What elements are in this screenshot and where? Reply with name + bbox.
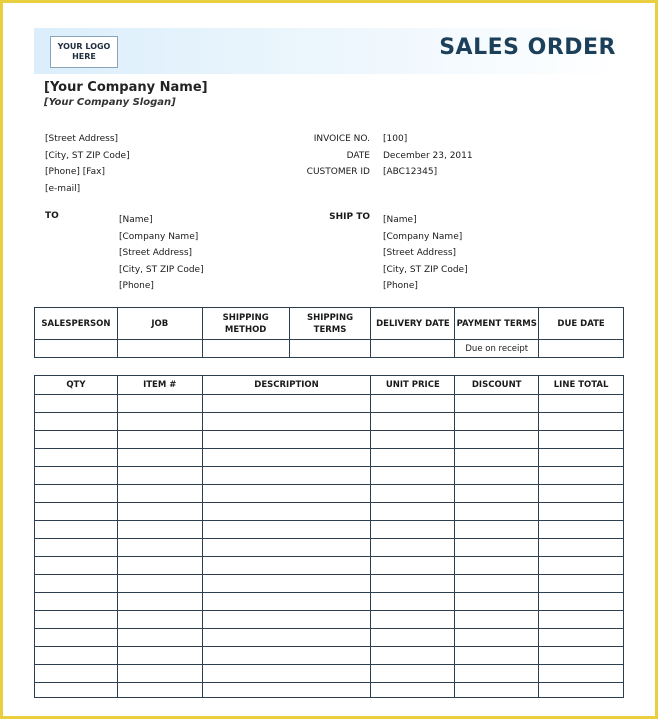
- unit-price-cell[interactable]: [371, 557, 455, 575]
- item-number-cell[interactable]: [117, 683, 202, 698]
- qty-cell[interactable]: [35, 539, 118, 557]
- item-number-cell[interactable]: [117, 485, 202, 503]
- unit-price-cell[interactable]: [371, 413, 455, 431]
- to-label: TO: [45, 211, 59, 221]
- item-number-cell[interactable]: [117, 575, 202, 593]
- qty-cell[interactable]: [35, 665, 118, 683]
- table-row: [35, 611, 624, 629]
- qty-cell[interactable]: [35, 647, 118, 665]
- qty-cell[interactable]: [35, 431, 118, 449]
- discount-cell[interactable]: [455, 485, 539, 503]
- unit-price-cell[interactable]: [371, 431, 455, 449]
- company-slogan: [Your Company Slogan]: [44, 97, 176, 108]
- invoice-no-label: INVOICE NO.: [313, 134, 370, 144]
- salesperson-cell[interactable]: [35, 340, 118, 358]
- ship-to-line[interactable]: [Street Address]: [383, 248, 457, 258]
- unit-price-cell[interactable]: [371, 521, 455, 539]
- table-header-row: [35, 308, 624, 340]
- line-total-cell[interactable]: [539, 683, 624, 698]
- discount-cell[interactable]: [455, 575, 539, 593]
- item-number-cell[interactable]: [117, 539, 202, 557]
- description-cell[interactable]: [202, 395, 371, 413]
- line-total-cell[interactable]: [539, 413, 624, 431]
- description-header: DESCRIPTION: [202, 376, 371, 395]
- date-label: DATE: [346, 150, 370, 161]
- unit-price-cell[interactable]: [371, 611, 455, 629]
- description-cell[interactable]: [202, 557, 371, 575]
- to-address: [119, 212, 204, 295]
- discount-cell[interactable]: [455, 611, 539, 629]
- table-row: [35, 557, 624, 575]
- delivery-date-cell[interactable]: [371, 340, 455, 358]
- description-cell[interactable]: [202, 629, 371, 647]
- line-items-table: [34, 375, 624, 698]
- item-number-cell[interactable]: [117, 431, 202, 449]
- discount-cell[interactable]: [455, 503, 539, 521]
- qty-cell[interactable]: [35, 575, 118, 593]
- discount-cell[interactable]: [455, 647, 539, 665]
- table-row: [35, 431, 624, 449]
- qty-cell[interactable]: [35, 521, 118, 539]
- due-date-header: DUE DATE: [539, 308, 624, 340]
- qty-cell[interactable]: [35, 503, 118, 521]
- unit-price-cell[interactable]: [371, 593, 455, 611]
- logo-text: YOUR LOGO HERE: [57, 42, 111, 61]
- line-total-cell[interactable]: [539, 449, 624, 467]
- ship-to-line[interactable]: [Company Name]: [383, 231, 463, 242]
- line-total-cell[interactable]: [539, 503, 624, 521]
- discount-cell[interactable]: [455, 431, 539, 449]
- item-number-cell[interactable]: [117, 395, 202, 413]
- line-total-cell[interactable]: [539, 557, 624, 575]
- qty-cell[interactable]: [35, 485, 118, 503]
- line-total-cell[interactable]: [539, 521, 624, 539]
- discount-cell[interactable]: [455, 665, 539, 683]
- salesperson-header: SALESPERSON: [35, 308, 118, 340]
- unit-price-header: UNIT PRICE: [371, 376, 455, 395]
- table-row: [35, 647, 624, 665]
- to-line[interactable]: [Company Name]: [119, 231, 199, 242]
- description-cell[interactable]: [202, 575, 371, 593]
- to-line[interactable]: [Phone]: [119, 281, 154, 291]
- qty-header: QTY: [35, 376, 118, 395]
- line-total-cell[interactable]: [539, 485, 624, 503]
- item-number-cell[interactable]: [117, 647, 202, 665]
- invoice-no-value[interactable]: [100]: [383, 134, 408, 144]
- delivery-date-header: DELIVERY DATE: [371, 308, 455, 340]
- description-cell[interactable]: [202, 503, 371, 521]
- order-info-table: [34, 307, 624, 358]
- line-total-cell[interactable]: [539, 539, 624, 557]
- table-row: [35, 413, 624, 431]
- table-row: [35, 485, 624, 503]
- address-line: [Street Address]: [45, 134, 119, 144]
- table-row: [35, 629, 624, 647]
- item-number-cell[interactable]: [117, 413, 202, 431]
- ship-to-line[interactable]: [City, ST ZIP Code]: [383, 264, 468, 275]
- payment-terms-header: PAYMENT TERMS: [455, 308, 539, 340]
- company-name: [Your Company Name]: [44, 80, 208, 95]
- to-line[interactable]: [City, ST ZIP Code]: [119, 264, 204, 275]
- company-address: [45, 131, 130, 197]
- ship-to-address: [383, 212, 468, 295]
- description-cell[interactable]: [202, 467, 371, 485]
- item-number-cell[interactable]: [117, 593, 202, 611]
- item-number-cell[interactable]: [117, 611, 202, 629]
- address-line: [City, ST ZIP Code]: [45, 150, 130, 161]
- qty-cell[interactable]: [35, 557, 118, 575]
- customer-id-value[interactable]: [ABC12345]: [383, 167, 438, 177]
- item-number-cell[interactable]: [117, 467, 202, 485]
- qty-cell[interactable]: [35, 395, 118, 413]
- table-row: [35, 503, 624, 521]
- description-cell[interactable]: [202, 539, 371, 557]
- table-row: [35, 467, 624, 485]
- address-line: [Phone] [Fax]: [45, 167, 105, 177]
- line-total-cell[interactable]: [539, 593, 624, 611]
- logo-placeholder: [50, 36, 118, 68]
- table-header-row: [35, 376, 624, 395]
- unit-price-cell[interactable]: [371, 665, 455, 683]
- to-line[interactable]: [Street Address]: [119, 248, 193, 258]
- item-number-cell[interactable]: [117, 629, 202, 647]
- discount-cell[interactable]: [455, 467, 539, 485]
- ship-to-line[interactable]: [Phone]: [383, 281, 418, 291]
- discount-cell[interactable]: [455, 683, 539, 698]
- qty-cell[interactable]: [35, 449, 118, 467]
- discount-cell[interactable]: [455, 449, 539, 467]
- table-row: [35, 665, 624, 683]
- shipping-terms-cell[interactable]: [289, 340, 371, 358]
- description-cell[interactable]: [202, 449, 371, 467]
- unit-price-cell[interactable]: [371, 467, 455, 485]
- table-row: [35, 593, 624, 611]
- discount-cell[interactable]: [455, 395, 539, 413]
- discount-cell[interactable]: [455, 539, 539, 557]
- description-cell[interactable]: [202, 611, 371, 629]
- description-cell[interactable]: [202, 683, 371, 698]
- ship-to-label: SHIP TO: [329, 212, 370, 222]
- item-number-cell[interactable]: [117, 665, 202, 683]
- document-title: SALES ORDER: [439, 35, 616, 60]
- customer-id-label: CUSTOMER ID: [306, 167, 370, 177]
- line-total-cell[interactable]: [539, 395, 624, 413]
- line-total-cell[interactable]: [539, 575, 624, 593]
- item-number-cell[interactable]: [117, 503, 202, 521]
- table-row: [35, 395, 624, 413]
- shipping-method-header: SHIPPING METHOD: [202, 308, 289, 340]
- unit-price-cell[interactable]: [371, 647, 455, 665]
- description-cell[interactable]: [202, 413, 371, 431]
- invoice-labels: [300, 131, 370, 181]
- date-value[interactable]: December 23, 2011: [383, 150, 473, 161]
- qty-cell[interactable]: [35, 629, 118, 647]
- job-header: JOB: [117, 308, 202, 340]
- description-cell[interactable]: [202, 593, 371, 611]
- discount-cell[interactable]: [455, 521, 539, 539]
- table-row: [35, 521, 624, 539]
- table-row: [35, 449, 624, 467]
- discount-cell[interactable]: [455, 593, 539, 611]
- item-number-cell[interactable]: [117, 449, 202, 467]
- shipping-terms-header: SHIPPING TERMS: [289, 308, 371, 340]
- discount-cell[interactable]: [455, 413, 539, 431]
- qty-cell[interactable]: [35, 413, 118, 431]
- ship-to-line[interactable]: [Name]: [383, 215, 417, 225]
- discount-cell[interactable]: [455, 557, 539, 575]
- unit-price-cell[interactable]: [371, 395, 455, 413]
- item-number-cell[interactable]: [117, 557, 202, 575]
- line-total-cell[interactable]: [539, 629, 624, 647]
- table-row: [35, 575, 624, 593]
- table-row: [35, 539, 624, 557]
- discount-cell[interactable]: [455, 629, 539, 647]
- description-cell[interactable]: [202, 521, 371, 539]
- unit-price-cell[interactable]: [371, 683, 455, 698]
- item-number-cell[interactable]: [117, 521, 202, 539]
- unit-price-cell[interactable]: [371, 575, 455, 593]
- line-total-cell[interactable]: [539, 665, 624, 683]
- job-cell[interactable]: [117, 340, 202, 358]
- due-date-cell[interactable]: [539, 340, 624, 358]
- qty-cell[interactable]: [35, 593, 118, 611]
- unit-price-cell[interactable]: [371, 485, 455, 503]
- to-line[interactable]: [Name]: [119, 215, 153, 225]
- invoice-values: [383, 131, 473, 181]
- line-total-cell[interactable]: [539, 647, 624, 665]
- payment-terms-cell[interactable]: Due on receipt: [455, 340, 539, 358]
- qty-cell[interactable]: [35, 683, 118, 698]
- qty-cell[interactable]: [35, 611, 118, 629]
- description-cell[interactable]: [202, 485, 371, 503]
- description-cell[interactable]: [202, 647, 371, 665]
- discount-header: DISCOUNT: [455, 376, 539, 395]
- unit-price-cell[interactable]: [371, 503, 455, 521]
- description-cell[interactable]: [202, 431, 371, 449]
- line-total-header: LINE TOTAL: [539, 376, 624, 395]
- shipping-method-cell[interactable]: [202, 340, 289, 358]
- address-line: [e-mail]: [45, 183, 81, 194]
- table-row: [35, 683, 624, 698]
- unit-price-cell[interactable]: [371, 449, 455, 467]
- line-total-cell[interactable]: [539, 611, 624, 629]
- qty-cell[interactable]: [35, 467, 118, 485]
- unit-price-cell[interactable]: [371, 539, 455, 557]
- description-cell[interactable]: [202, 665, 371, 683]
- item-number-header: ITEM #: [117, 376, 202, 395]
- table-row: [35, 340, 624, 358]
- unit-price-cell[interactable]: [371, 629, 455, 647]
- line-total-cell[interactable]: [539, 431, 624, 449]
- line-total-cell[interactable]: [539, 467, 624, 485]
